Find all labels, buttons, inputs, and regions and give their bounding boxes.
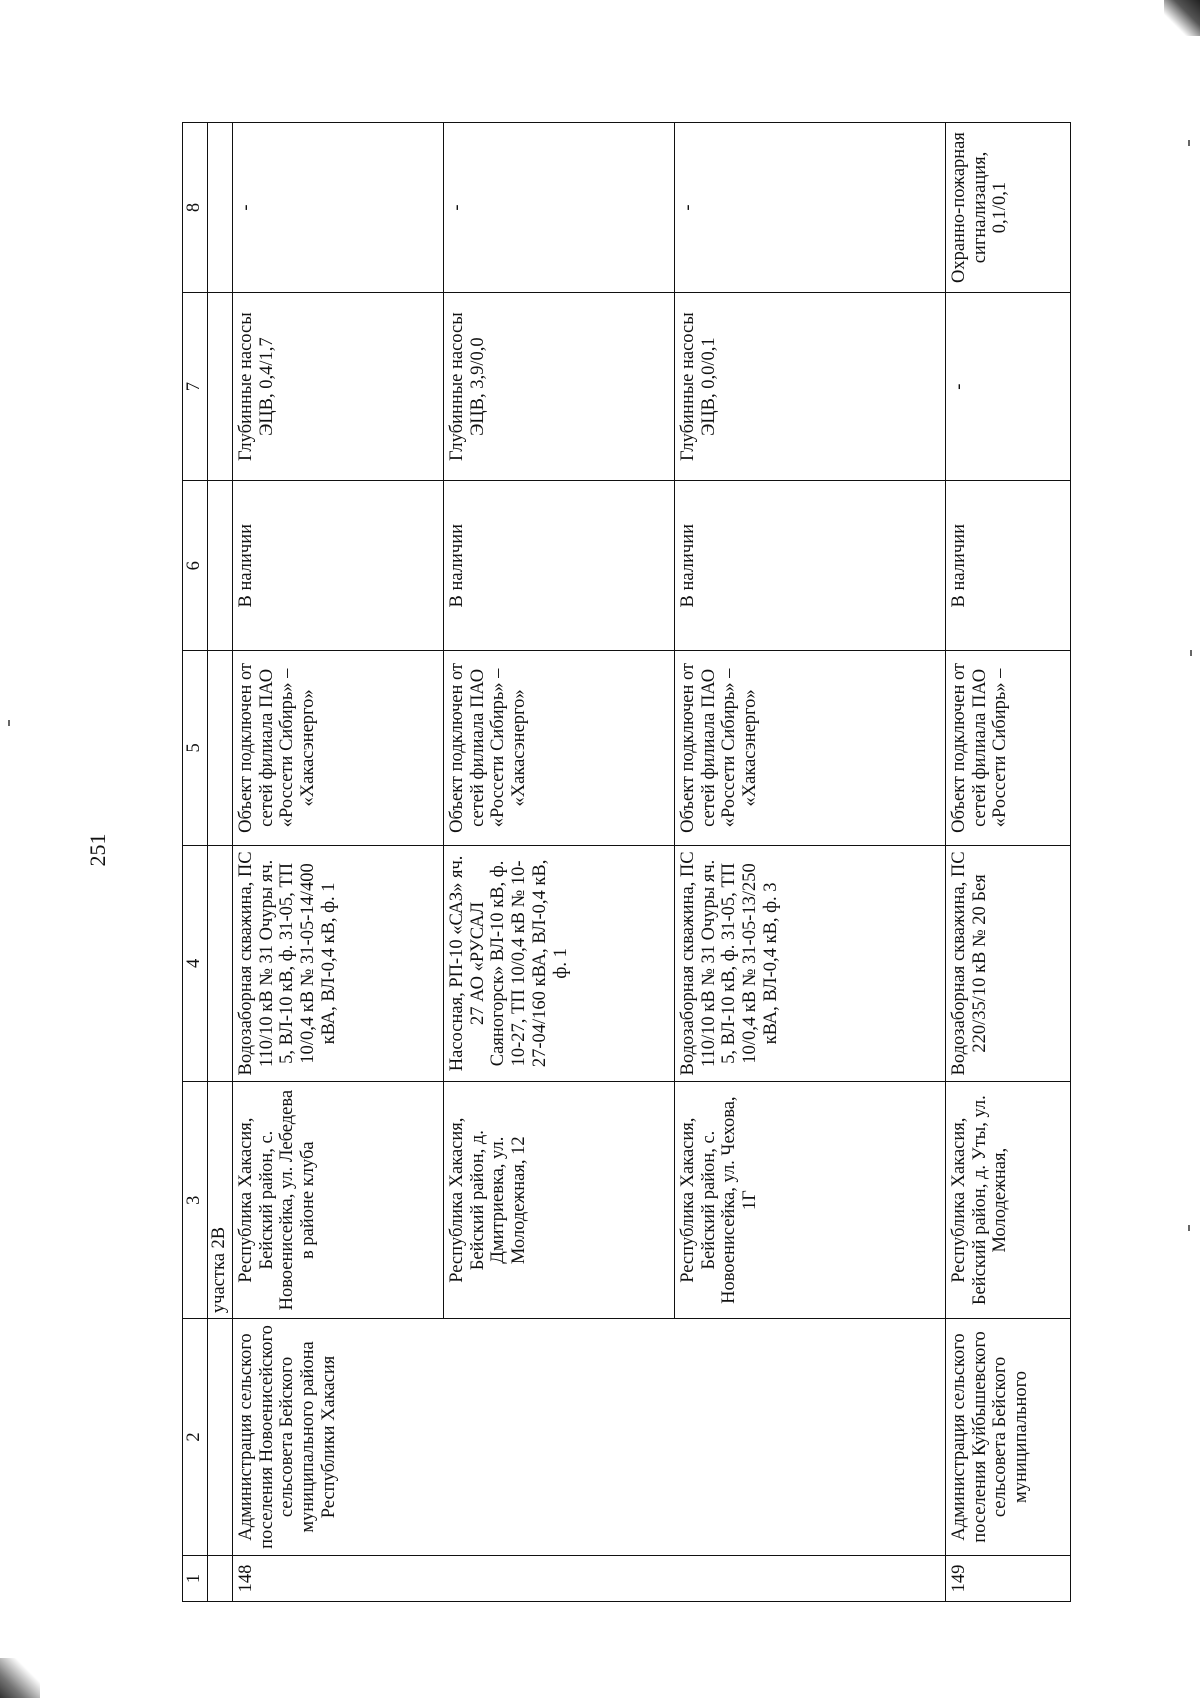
table-cell: [208, 1555, 233, 1601]
continuation-text: участка 2В: [208, 1082, 233, 1319]
column-number-header-row: [183, 123, 208, 1602]
availability-cell: В наличии: [946, 481, 1071, 651]
data-table: [182, 122, 1071, 1602]
document-table-region: [182, 122, 1102, 1602]
object-cell: Насосная, РП-10 «САЗ» яч. 27 АО «РУСАЛ Саяногорск» ВЛ-10 кВ, ф. 10-27, ТП 10/0,4 кВ № 10-27-04/160 кВА, ВЛ-0,4 кВ, ф. 1: [444, 845, 675, 1082]
availability-cell: В наличии: [444, 481, 675, 651]
column-header: 8: [183, 123, 208, 293]
scan-speck: [1188, 1225, 1190, 1231]
equipment-cell: Глубинные насосы ЭЦВ, 3,9/0,0: [444, 293, 675, 481]
object-cell: Водозаборная скважина, ПС 110/10 кВ № 31 Очуры яч. 5, ВЛ-10 кВ, ф. 31-05, ТП 10/0,4 кВ № 31-05-14/400 кВА, ВЛ-0,4 кВ, ф. 1: [233, 845, 444, 1082]
address-cell: Республика Хакасия, Бейский район, с. Новоенисейка, ул. Чехова, 1Г: [675, 1082, 946, 1319]
scan-speck: [1188, 140, 1190, 146]
table-cell: [208, 481, 233, 651]
signal-cell: -: [675, 123, 946, 293]
rotated-table-container: [182, 122, 1102, 1602]
table-cell: [208, 651, 233, 845]
address-cell: Республика Хакасия, Бейский район, д. Уты, ул. Молодежная,: [946, 1082, 1071, 1319]
equipment-cell: Глубинные насосы ЭЦВ, 0,4/1,7: [233, 293, 444, 481]
connection-cell: Объект подключен от сетей филиала ПАО «Россети Сибирь» – «Хакасэнерго»: [675, 651, 946, 845]
column-header: 6: [183, 481, 208, 651]
connection-cell: Объект подключен от сетей филиала ПАО «Россети Сибирь» –: [946, 651, 1071, 845]
continuation-row: [208, 123, 233, 1602]
address-cell: Республика Хакасия, Бейский район, д. Дмитриевка, ул. Молодежная, 12: [444, 1082, 675, 1319]
connection-cell: Объект подключен от сетей филиала ПАО «Россети Сибирь» – «Хакасэнерго»: [444, 651, 675, 845]
column-header: 5: [183, 651, 208, 845]
signal-cell: -: [233, 123, 444, 293]
scan-corner-shadow: [1164, 0, 1200, 36]
availability-cell: В наличии: [233, 481, 444, 651]
object-cell: Водозаборная скважина, ПС 110/10 кВ № 31 Очуры яч. 5, ВЛ-10 кВ, ф. 31-05, ТП 10/0,4 кВ № 31-05-13/250 кВА, ВЛ-0,4 кВ, ф. 3: [675, 845, 946, 1082]
column-header: 3: [183, 1082, 208, 1319]
table-row: [233, 123, 444, 1602]
table-cell: [208, 845, 233, 1082]
table-cell: [208, 123, 233, 293]
organization-cell: Администрация сельского поселения Новоенисейского сельсовета Бейского муниципального района Республики Хакасия: [233, 1319, 946, 1556]
column-header: 1: [183, 1555, 208, 1601]
column-header: 2: [183, 1319, 208, 1556]
address-cell: Республика Хакасия, Бейский район, с. Новоенисейка, ул. Лебедева в районе клуба: [233, 1082, 444, 1319]
organization-cell: Администрация сельского поселения Куйбышевского сельсовета Бейского муниципального: [946, 1319, 1071, 1556]
page-number: 251: [85, 833, 110, 867]
row-number: 148: [233, 1555, 946, 1601]
scan-corner-shadow-bottom: [0, 1658, 40, 1698]
column-header: 7: [183, 293, 208, 481]
equipment-cell: Глубинные насосы ЭЦВ, 0,0/0,1: [675, 293, 946, 481]
connection-cell: Объект подключен от сетей филиала ПАО «Россети Сибирь» – «Хакасэнерго»: [233, 651, 444, 845]
column-header: 4: [183, 845, 208, 1082]
equipment-cell: -: [946, 293, 1071, 481]
object-cell: Водозаборная скважина, ПС 220/35/10 кВ № 20 Бея: [946, 845, 1071, 1082]
table-cell: [208, 293, 233, 481]
scan-speck: [8, 720, 10, 726]
table-cell: [208, 1319, 233, 1556]
signal-cell: Охранно-пожарная сигнализация, 0,1/0,1: [946, 123, 1071, 293]
scan-speck: [1190, 650, 1192, 656]
signal-cell: -: [444, 123, 675, 293]
availability-cell: В наличии: [675, 481, 946, 651]
table-row: [946, 123, 1071, 1602]
row-number: 149: [946, 1555, 1071, 1601]
